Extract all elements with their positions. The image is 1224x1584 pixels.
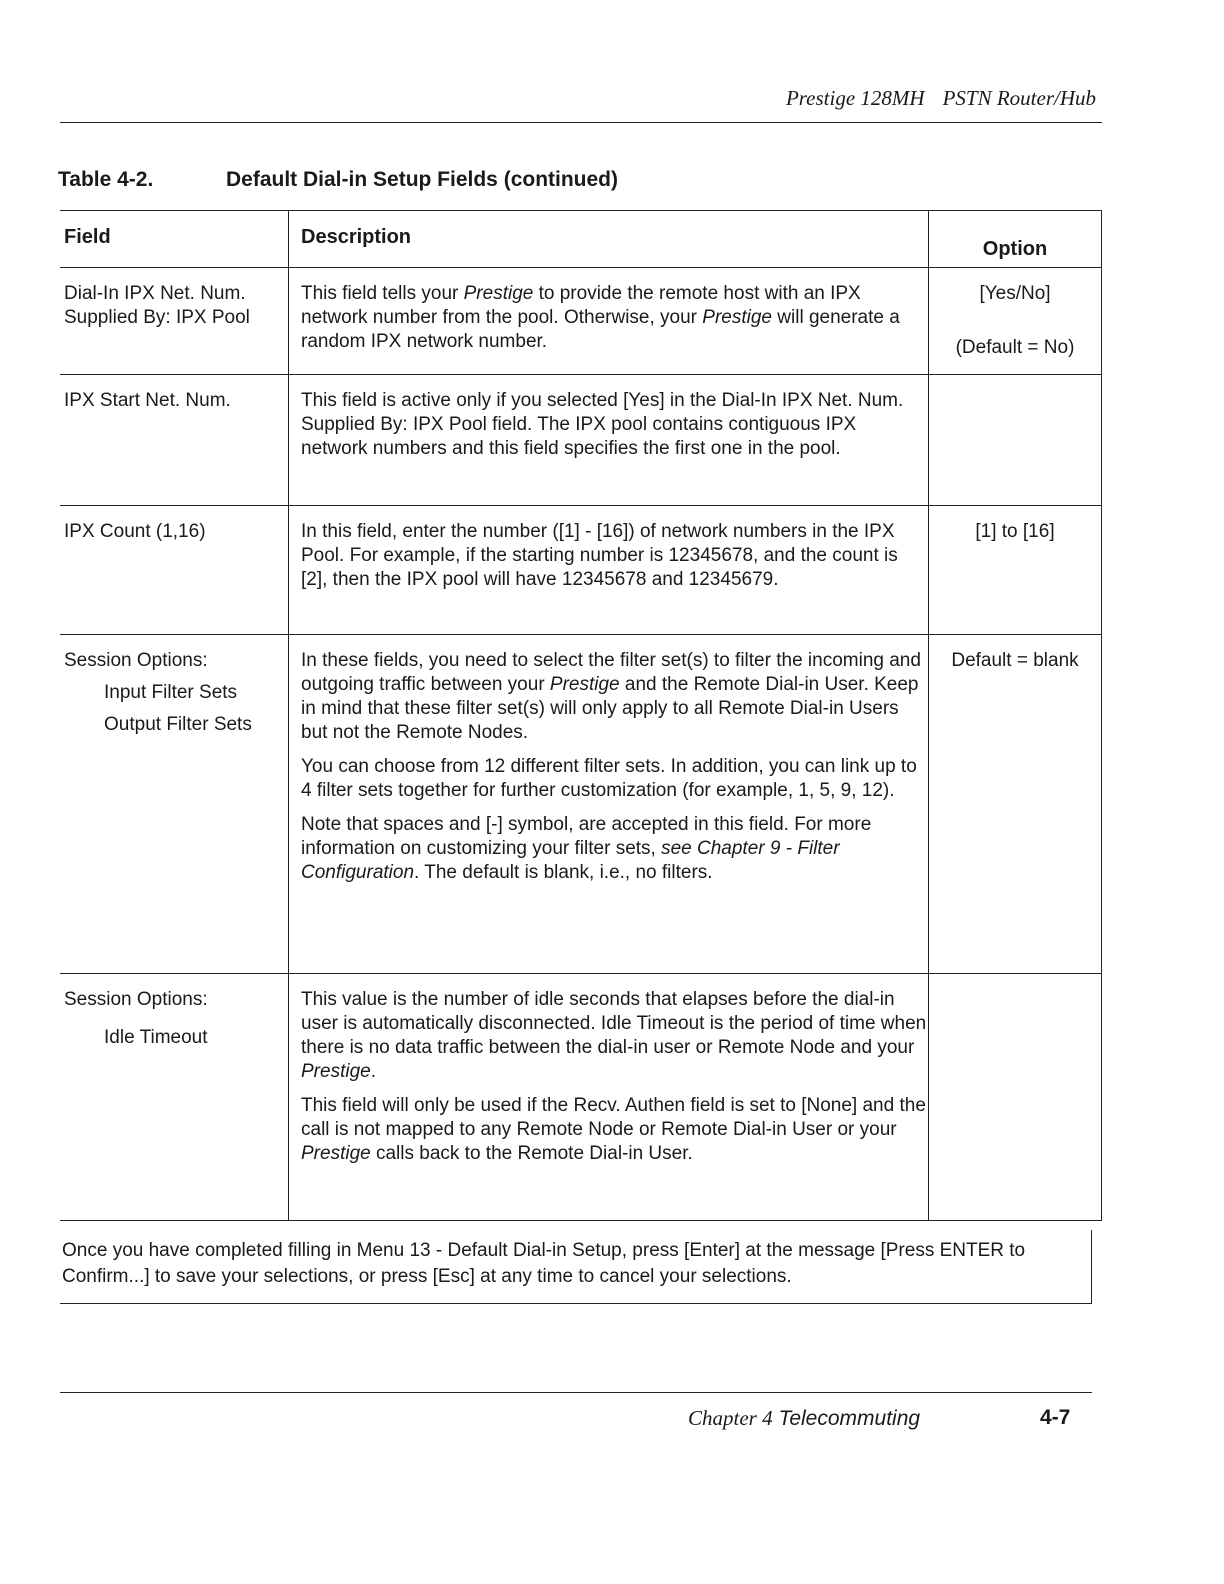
table-row (60, 506, 1102, 635)
table-header-row (60, 211, 1102, 268)
option-cell: [1] to [16] (928, 506, 1102, 634)
table-caption (58, 168, 619, 192)
option-cell: Default = blank (928, 635, 1102, 973)
column-header-description: Description (288, 211, 928, 267)
header-subtitle: PSTN Router/Hub (942, 86, 1096, 110)
description-cell: In this field, enter the number ([1] - [16]) of network numbers in the IPX Pool. For example, if the starting number is 12345678, and the count is [2], then the IPX pool will have 12345678 and 12345679. (288, 506, 928, 634)
field-cell: IPX Start Net. Num. (64, 390, 231, 411)
table-row (60, 268, 1102, 375)
field-cell: IPX Count (1,16) (64, 521, 206, 542)
footer-rule (60, 1392, 1092, 1393)
column-header-option: Option (928, 211, 1102, 267)
running-header (786, 86, 1096, 111)
column-header-field: Field (64, 226, 111, 248)
field-cell: Dial-In IPX Net. Num. Supplied By: IPX Pool (64, 283, 250, 328)
option-cell (928, 375, 1102, 505)
completion-note: Once you have completed filling in Menu 13 - Default Dial-in Setup, press [Enter] at the message [Press ENTER to Confirm...] to save your selections, or press [Esc] at any time to cancel your selections. (60, 1230, 1092, 1304)
field-cell: Session Options: Input Filter Sets Output Filter Sets (64, 650, 252, 735)
field-cell: Session Options: Idle Timeout (64, 989, 208, 1048)
header-product: Prestige 128MH (785, 86, 925, 110)
footer-chapter: Chapter 4 Telecommuting (688, 1406, 921, 1430)
header-rule (60, 122, 1102, 123)
option-cell (928, 974, 1102, 1220)
table-row (60, 635, 1102, 974)
page-number: 4-7 (1040, 1406, 1071, 1429)
description-cell: In these fields, you need to select the filter set(s) to filter the incoming and outgoing traffic between your Prestige and the Remote Dial-in User. Keep in mind that these filter set(s) will only apply to all Remote Dial-in Users but not the Remote Nodes. You can choose from 12 different filter sets. In addition, you can link up to 4 filter sets together for further customization (for example, 1, 5, 9, 12). Note that spaces and [-] symbol, are accepted in this field. For more information on customizing your filter sets, see Chapter 9 - Filter Configuration. The default is blank, i.e., no filters. (288, 635, 928, 973)
table-row (60, 375, 1102, 506)
table-row (60, 974, 1102, 1221)
description-cell: This field tells your Prestige to provide the remote host with an IPX network number from the pool. Otherwise, your Prestige will generate a random IPX network number. (288, 268, 928, 374)
table-title: Default Dial-in Setup Fields (continued) (226, 168, 619, 191)
option-cell: [Yes/No] (Default = No) (928, 268, 1102, 374)
description-cell: This value is the number of idle seconds that elapses before the dial-in user is automatically disconnected. Idle Timeout is the period of time when there is no data traffic between the dial-in user or Remote Node and your Prestige. This field will only be used if the Recv. Authen field is set to [None] and the call is not mapped to any Remote Node or Remote Dial-in User or your Prestige calls back to the Remote Dial-in User. (288, 974, 928, 1220)
table-label: Table 4-2. (58, 168, 154, 191)
dial-in-fields-table (60, 210, 1102, 1221)
description-cell: This field is active only if you selected [Yes] in the Dial-In IPX Net. Num. Supplied By: IPX Pool field. The IPX pool contains contiguous IPX network numbers and this field specifies the first one in the pool. (288, 375, 928, 505)
